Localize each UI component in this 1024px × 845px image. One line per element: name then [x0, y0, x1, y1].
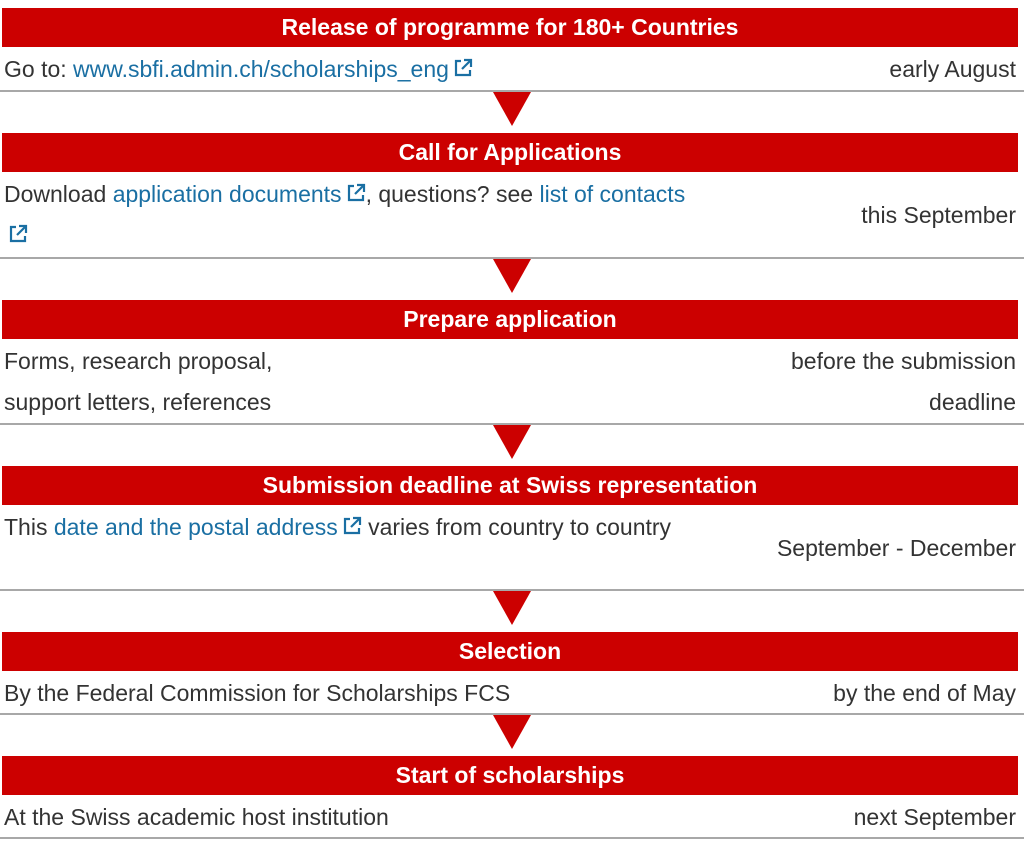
step-2-title: Call for Applications	[398, 139, 622, 165]
step-4-header	[2, 466, 1018, 505]
step-1-title: Release of programme for 180+ Countries	[281, 14, 739, 40]
down-arrow-icon	[493, 591, 531, 625]
step-2-desc-middle: , questions? see	[365, 181, 540, 207]
step-3-title: Prepare application	[403, 306, 617, 332]
step-1-date: early August	[889, 56, 1016, 82]
step-4-desc-prefix: This	[4, 514, 54, 540]
step-6-row	[0, 797, 1024, 839]
down-arrow-icon	[493, 425, 531, 459]
step-4-desc-suffix: varies from country to country	[361, 514, 672, 540]
step-3-row	[0, 341, 1024, 425]
down-arrow-icon	[493, 715, 531, 749]
step-4-row	[0, 507, 1024, 591]
step-4-description	[4, 507, 704, 548]
list-of-contacts-link[interactable]: list of contacts	[539, 181, 686, 207]
step-2-desc-prefix: Download	[4, 181, 113, 207]
step-5-title: Selection	[458, 638, 562, 664]
external-link-icon[interactable]	[346, 183, 366, 203]
step-5-date: by the end of May	[833, 679, 1016, 706]
down-arrow-icon	[493, 92, 531, 126]
step-6-title: Start of scholarships	[395, 762, 625, 788]
step-5-description: By the Federal Commission for Scholarships FCS	[4, 680, 511, 706]
step-2-header	[2, 133, 1018, 172]
step-1-description	[4, 49, 704, 90]
step-1-row	[0, 49, 1024, 92]
external-link-icon[interactable]	[342, 516, 362, 536]
step-3-description: Forms, research proposal, support letters, references	[4, 348, 273, 415]
step-2-description	[4, 174, 704, 256]
step-6-header	[2, 756, 1018, 795]
step-3-date: before the submission deadline	[790, 348, 1016, 415]
application-documents-link[interactable]: application documents	[112, 181, 342, 207]
external-link-icon[interactable]	[8, 224, 28, 244]
sbfi-link[interactable]: www.sbfi.admin.ch/scholarships_eng	[73, 56, 449, 82]
step-2-date: this September	[861, 202, 1016, 228]
external-link-icon[interactable]	[453, 58, 473, 78]
step-1-desc-prefix: Go to:	[4, 56, 74, 82]
step-6-description: At the Swiss academic host institution	[4, 804, 389, 830]
step-4-title: Submission deadline at Swiss representation	[262, 472, 758, 498]
step-4-date: September - December	[776, 534, 1016, 561]
down-arrow-icon	[493, 259, 531, 293]
step-5-row	[0, 673, 1024, 715]
date-postal-address-link[interactable]: date and the postal address	[53, 514, 338, 540]
step-2-row	[0, 174, 1024, 259]
step-5-header	[2, 632, 1018, 671]
step-1-header	[2, 8, 1018, 47]
step-6-date: next September	[853, 803, 1016, 830]
step-3-header	[2, 300, 1018, 339]
